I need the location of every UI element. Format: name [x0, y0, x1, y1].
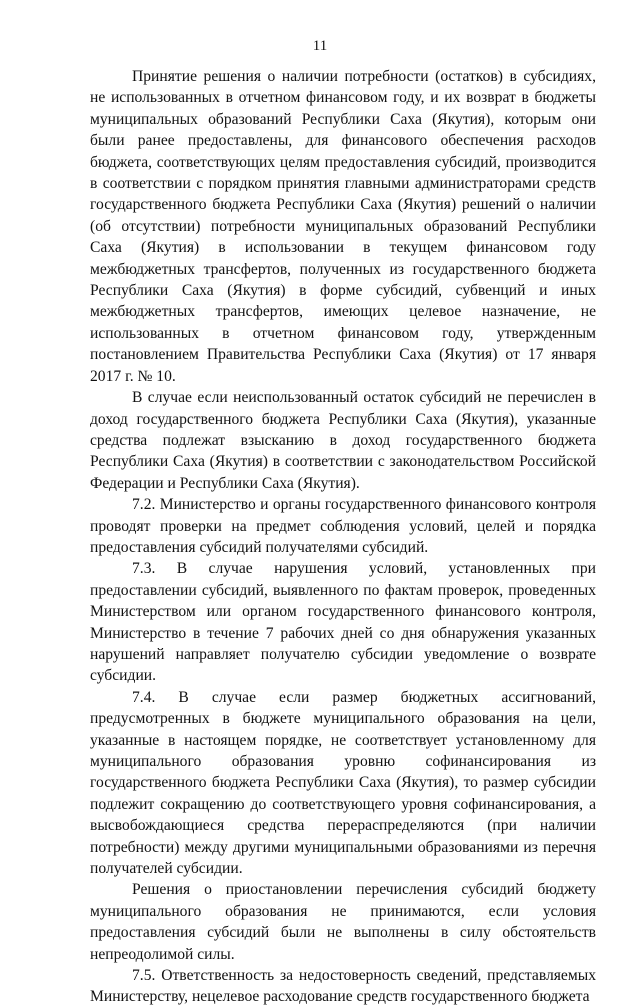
document-body — [90, 66, 596, 1008]
paragraph: В случае если неиспользованный остаток субсидий не перечислен в доход государственного бюджета Республики Саха (Якутия), указанные средства подлежат взысканию в доход государственного бюджета Республики Саха (Якутия) в соответствии с законодательством Российской Федерации и Республики Саха (Якутия). — [90, 389, 596, 492]
paragraph: 7.5. Ответственность за недостоверность сведений, представляемых Министерству, нецелевое расходование средств государственного бюджета — [90, 967, 596, 1006]
paragraph: 7.2. Министерство и органы государственного финансового контроля проводят проверки на предмет соблюдения условий, целей и порядка предоставления субсидий получателями субсидий. — [90, 496, 596, 556]
paragraph: Принятие решения о наличии потребности (остатков) в субсидиях, не использованных в отчетном финансовом году, и их возврат в бюджеты муниципальных образований Республики Саха (Якутия), которым они были ранее предоставлены, для финансового обеспечения расходов бюджета, соответствующих целям предоставления субсидий, производится в соответствии с порядком принятия главными администраторами средств государственного бюджета Республики Саха (Якутия) решений о наличии (об отсутствии) потребности муниципальных образований Республики Саха (Якутия) в использовании в текущем финансовом году межбюджетных трансфертов, полученных из государственного бюджета Республики Саха (Якутия) в форме субсидий, субвенций и иных межбюджетных трансфертов, имеющих целевое назначение, не использованных в отчетном финансовом году, утвержденным постановлением Правительства Республики Саха (Якутия) от 17 января 2017 г. № 10. — [90, 68, 596, 385]
paragraph: Решения о приостановлении перечисления субсидий бюджету муниципального образования не принимаются, если условия предоставления субсидий были не выполнены в силу обстоятельств непреодолимой силы. — [90, 881, 596, 963]
paragraph: 7.3. В случае нарушения условий, установленных при предоставлении субсидий, выявленного по фактам проверок, проведенных Министерством или органом государственного финансового контроля, Министерство в течение 7 рабочих дней со дня обнаружения указанных нарушений направляет получателю субсидии уведомление о возврате субсидии. — [90, 560, 596, 685]
paragraph: 7.4. В случае если размер бюджетных ассигнований, предусмотренных в бюджете муниципального образования на цели, указанные в настоящем порядке, не соответствует установленному для муниципального образования уровню софинансирования из государственного бюджета Республики Саха (Якутия), то размер субсидии подлежит сокращению до соответствующего уровня софинансирования, а высвобождающиеся средства перераспределяются (при наличии потребности) между другими муниципальными образованиями из перечня получателей субсидии. — [90, 688, 596, 878]
page-number: 11 — [312, 38, 328, 54]
